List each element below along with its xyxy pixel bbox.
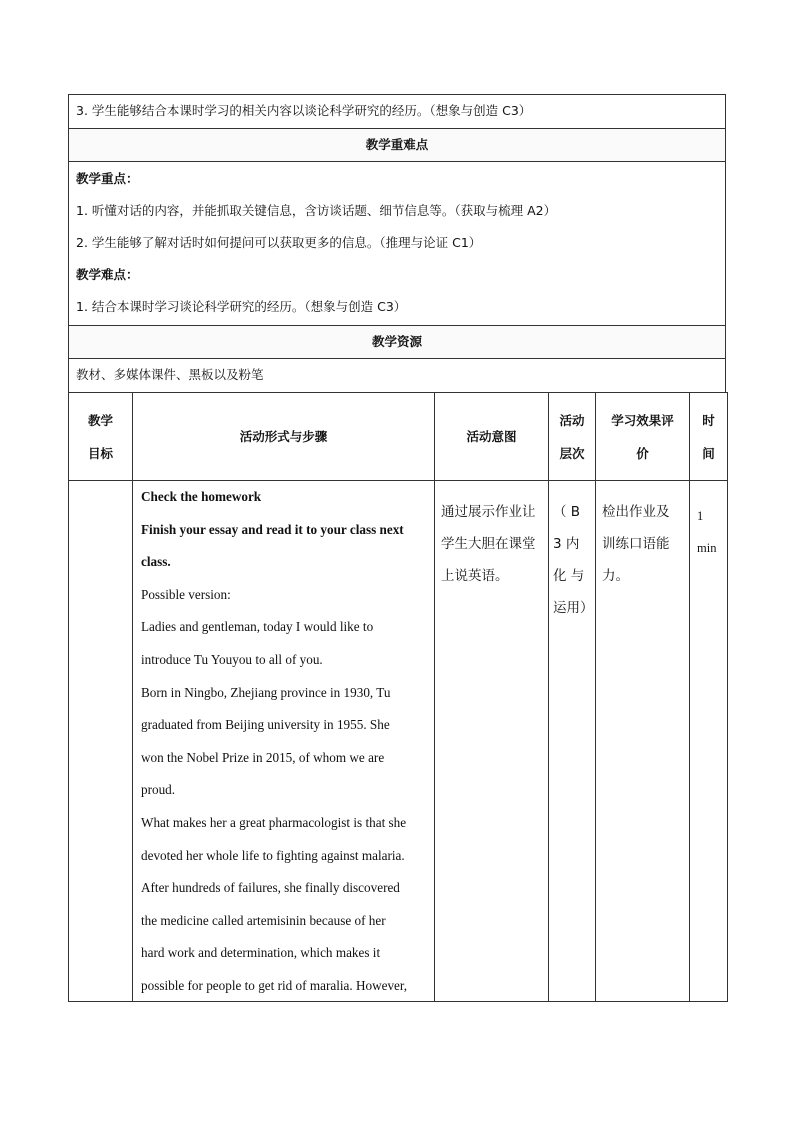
resources-header: 教学资源 bbox=[69, 326, 725, 358]
key-point-item: 2. 学生能够了解对话时如何提问可以获取更多的信息。（推理与论证 C1） bbox=[76, 235, 482, 250]
steps-task: Finish your essay and read it to your class next bbox=[141, 521, 404, 537]
goal-row bbox=[68, 94, 726, 128]
key-points-header: 教学重难点 bbox=[69, 129, 725, 161]
key-points-label: 教学重点： bbox=[76, 171, 139, 186]
steps-cell bbox=[141, 481, 433, 1003]
resources-header-row bbox=[68, 325, 726, 358]
steps-line: devoted her whole life to fighting against malaria. bbox=[141, 847, 405, 863]
goal-text: 3. 学生能够结合本课时学习的相关内容以谈论科学研究的经历。（想象与创造 C3） bbox=[76, 103, 532, 118]
steps-line: possible for people to get rid of maralia. However, bbox=[141, 977, 408, 993]
activity-table bbox=[68, 392, 728, 1002]
key-points-section bbox=[68, 161, 726, 325]
steps-task: class. bbox=[141, 554, 171, 570]
steps-line: hard work and determination, which makes it bbox=[141, 945, 381, 961]
header-level: 活动 层次 bbox=[559, 412, 585, 461]
intent-cell: 通过展示作业让 学生大胆在课堂 上说英语。 bbox=[441, 504, 536, 584]
time-cell: 1 min bbox=[697, 509, 717, 555]
steps-line: Possible version: bbox=[141, 586, 231, 602]
evaluation-cell: 检出作业及 训练口语能 力。 bbox=[602, 504, 670, 584]
steps-line: the medicine called artemisinin because of her bbox=[141, 912, 386, 928]
steps-line: What makes her a great pharmacologist is that she bbox=[141, 814, 407, 830]
header-time: 时 间 bbox=[702, 412, 715, 461]
steps-line: won the Nobel Prize in 2015, of whom we are bbox=[141, 749, 385, 765]
steps-line: graduated from Beijing university in 1955. She bbox=[141, 717, 390, 733]
steps-line: After hundreds of failures, she finally discovered bbox=[141, 880, 400, 896]
steps-line: Ladies and gentleman, today I would like to bbox=[141, 619, 374, 635]
key-point-item: 1. 听懂对话的内容，并能抓取关键信息，含访谈话题、细节信息等。（获取与梳理 A2） bbox=[76, 203, 557, 218]
difficult-label: 教学难点： bbox=[76, 267, 139, 282]
steps-line: proud. bbox=[141, 782, 176, 798]
header-evaluation: 学习效果评 价 bbox=[611, 412, 674, 461]
header-goal: 教学 目标 bbox=[87, 412, 113, 461]
steps-line: introduce Tu Youyou to all of you. bbox=[141, 651, 323, 667]
level-cell: （ B 3 内 化 与 运用） bbox=[553, 504, 594, 616]
key-points-header-row bbox=[68, 128, 726, 161]
difficult-point-item: 1. 结合本课时学习谈论科学研究的经历。（想象与创造 C3） bbox=[76, 299, 407, 314]
steps-line: Born in Ningbo, Zhejiang province in 1930, Tu bbox=[141, 684, 391, 700]
steps-title: Check the homework bbox=[141, 489, 262, 504]
header-intent: 活动意图 bbox=[466, 429, 517, 444]
header-steps: 活动形式与步骤 bbox=[239, 429, 328, 444]
resources-row bbox=[68, 358, 726, 392]
resources-text: 教材、多媒体课件、黑板以及粉笔 bbox=[76, 367, 264, 382]
